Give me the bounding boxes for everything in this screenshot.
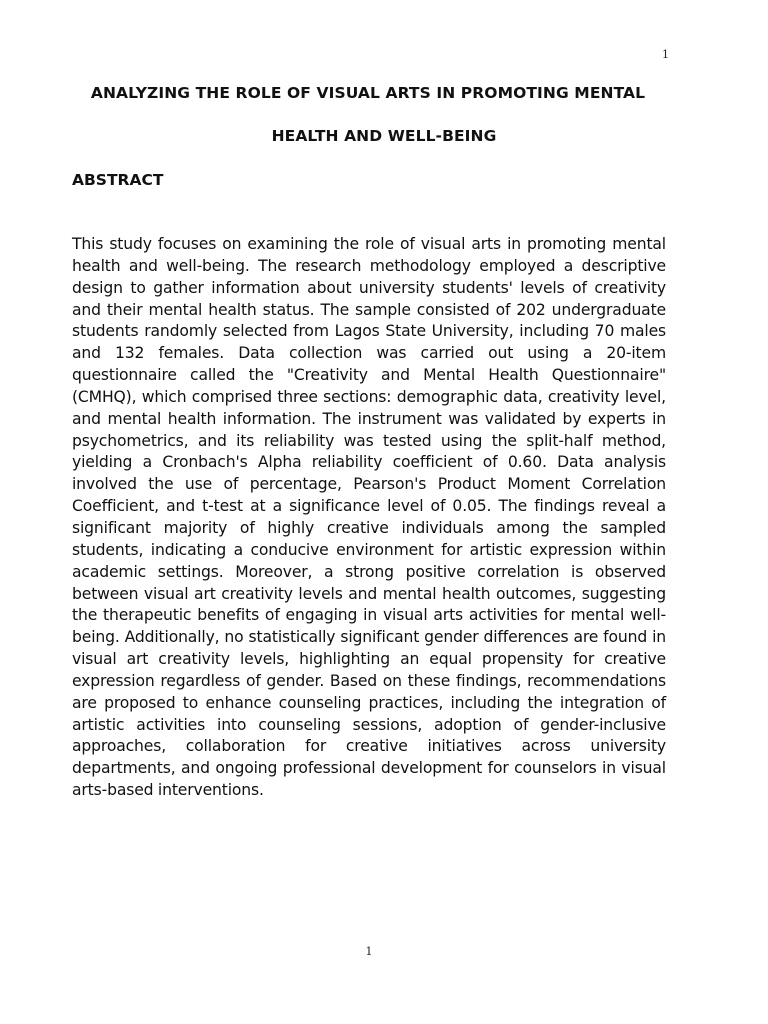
- footer-page-number: 1: [365, 945, 373, 958]
- header-page-number: 1: [662, 48, 669, 61]
- document-title-line-2: HEALTH AND WELL-BEING: [271, 127, 497, 145]
- abstract-paragraph: This study focuses on examining the role of visual arts in promoting mental health and well-being. The research methodology employed a descriptive design to gather information about university students' levels of creativity and their mental health status. The sample consisted of 202 undergraduate students randomly selected from Lagos State University, including 70 males and 132 females. Data collection was carried out using a 20-item questionnaire called the "Creativity and Mental Health Questionnaire" (CMHQ), which comprised three sections: demographic data, creativity level, and mental health information. The instrument was validated by experts in psychometrics, and its reliability was tested using the split-half method, yielding a Cronbach's Alpha reliability coefficient of 0.60. Data analysis involved the use of percentage, Pearson's Product Moment Correlation Coefficient, and t-test at a significance level of 0.05. The findings reveal a significant majority of highly creative individuals among the sampled students, indicating a conducive environment for artistic expression within academic settings. Moreover, a strong positive correlation is observed between visual art creativity levels and mental health outcomes, suggesting the therapeutic benefits of engaging in visual arts activities for mental well-being. Additionally, no statistically significant gender differences are found in visual art creativity levels, highlighting an equal propensity for creative expression regardless of gender. Based on these findings, recommendations are proposed to enhance counseling practices, including the integration of artistic activities into counseling sessions, adoption of gender-inclusive approaches, collaboration for creative initiatives across university departments, and ongoing professional development for counselors in visual arts-based interventions.: [72, 235, 666, 800]
- document-title-line-1: ANALYZING THE ROLE OF VISUAL ARTS IN PROMOTING MENTAL: [90, 84, 646, 102]
- abstract-heading: ABSTRACT: [72, 171, 164, 189]
